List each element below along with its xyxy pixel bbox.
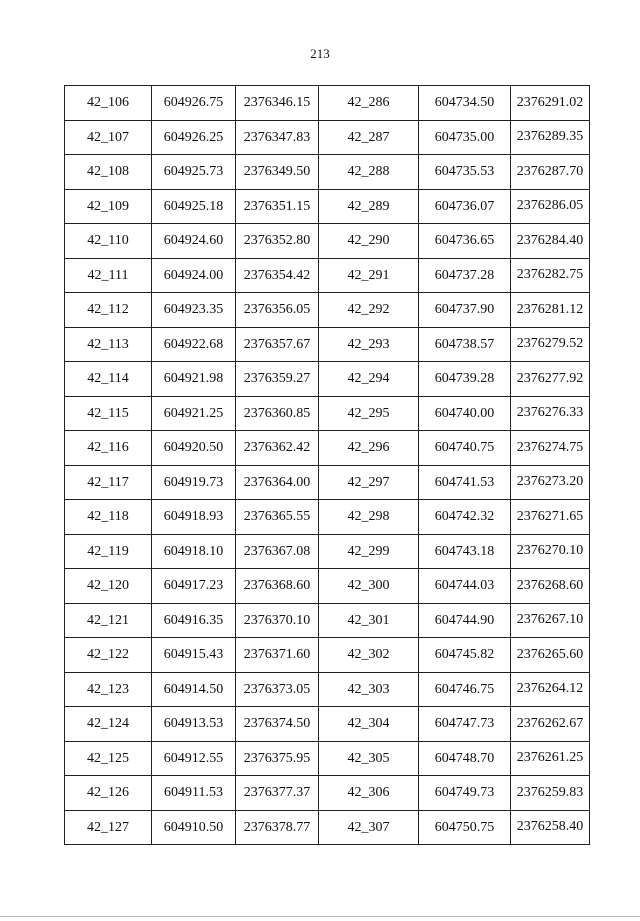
cell-x-coord-a: 604925.73	[152, 155, 236, 190]
table-row	[65, 120, 590, 155]
cell-x-coord-b: 604735.53	[419, 155, 511, 190]
table-row	[65, 776, 590, 811]
cell-x-coord-a: 604919.73	[152, 465, 236, 500]
cell-point-id-b: 42_286	[319, 86, 419, 121]
cell-point-id-a: 42_125	[65, 741, 152, 776]
cell-point-id-b: 42_289	[319, 189, 419, 224]
cell-point-id-b: 42_293	[319, 327, 419, 362]
cell-x-coord-a: 604926.25	[152, 120, 236, 155]
cell-point-id-b: 42_294	[319, 362, 419, 397]
cell-point-id-a: 42_118	[65, 500, 152, 535]
cell-x-coord-a: 604913.53	[152, 707, 236, 742]
cell-y-coord-b: 2376277.92	[511, 362, 590, 397]
cell-x-coord-a: 604923.35	[152, 293, 236, 328]
page-number: 213	[310, 46, 330, 61]
cell-point-id-a: 42_124	[65, 707, 152, 742]
coordinates-table	[64, 85, 590, 845]
cell-point-id-a: 42_114	[65, 362, 152, 397]
cell-y-coord-b: 2376274.75	[511, 431, 590, 466]
cell-x-coord-a: 604920.50	[152, 431, 236, 466]
cell-x-coord-a: 604921.25	[152, 396, 236, 431]
cell-point-id-b: 42_298	[319, 500, 419, 535]
cell-x-coord-b: 604749.73	[419, 776, 511, 811]
cell-y-coord-b: 2376286.05	[511, 189, 590, 224]
cell-y-coord-a: 2376365.55	[236, 500, 319, 535]
cell-point-id-b: 42_305	[319, 741, 419, 776]
cell-y-coord-b: 2376258.40	[511, 810, 590, 845]
table-row	[65, 293, 590, 328]
cell-x-coord-a: 604924.00	[152, 258, 236, 293]
cell-x-coord-a: 604925.18	[152, 189, 236, 224]
cell-point-id-b: 42_303	[319, 672, 419, 707]
cell-x-coord-a: 604910.50	[152, 810, 236, 845]
cell-x-coord-b: 604741.53	[419, 465, 511, 500]
cell-point-id-a: 42_115	[65, 396, 152, 431]
table-row	[65, 465, 590, 500]
cell-x-coord-a: 604912.55	[152, 741, 236, 776]
cell-y-coord-a: 2376368.60	[236, 569, 319, 604]
cell-point-id-a: 42_106	[65, 86, 152, 121]
cell-y-coord-a: 2376362.42	[236, 431, 319, 466]
cell-y-coord-a: 2376347.83	[236, 120, 319, 155]
table-row	[65, 741, 590, 776]
cell-point-id-b: 42_296	[319, 431, 419, 466]
cell-x-coord-b: 604736.07	[419, 189, 511, 224]
coordinates-table-body	[65, 86, 590, 845]
cell-y-coord-b: 2376271.65	[511, 500, 590, 535]
cell-y-coord-b: 2376259.83	[511, 776, 590, 811]
cell-point-id-a: 42_119	[65, 534, 152, 569]
cell-point-id-a: 42_126	[65, 776, 152, 811]
table-row	[65, 327, 590, 362]
cell-point-id-b: 42_302	[319, 638, 419, 673]
cell-x-coord-a: 604924.60	[152, 224, 236, 259]
table-row	[65, 569, 590, 604]
table-row	[65, 707, 590, 742]
cell-y-coord-b: 2376276.33	[511, 396, 590, 431]
cell-point-id-a: 42_123	[65, 672, 152, 707]
cell-x-coord-a: 604921.98	[152, 362, 236, 397]
cell-y-coord-a: 2376378.77	[236, 810, 319, 845]
cell-x-coord-b: 604747.73	[419, 707, 511, 742]
cell-x-coord-b: 604742.32	[419, 500, 511, 535]
cell-point-id-b: 42_301	[319, 603, 419, 638]
cell-point-id-b: 42_291	[319, 258, 419, 293]
cell-x-coord-b: 604740.75	[419, 431, 511, 466]
cell-point-id-a: 42_107	[65, 120, 152, 155]
cell-point-id-b: 42_297	[319, 465, 419, 500]
cell-y-coord-b: 2376262.67	[511, 707, 590, 742]
cell-point-id-b: 42_295	[319, 396, 419, 431]
cell-x-coord-b: 604746.75	[419, 672, 511, 707]
table-row	[65, 810, 590, 845]
table-row	[65, 638, 590, 673]
cell-y-coord-a: 2376373.05	[236, 672, 319, 707]
cell-x-coord-b: 604739.28	[419, 362, 511, 397]
cell-x-coord-b: 604738.57	[419, 327, 511, 362]
cell-y-coord-a: 2376351.15	[236, 189, 319, 224]
cell-y-coord-a: 2376375.95	[236, 741, 319, 776]
cell-y-coord-a: 2376346.15	[236, 86, 319, 121]
cell-point-id-b: 42_304	[319, 707, 419, 742]
cell-x-coord-a: 604911.53	[152, 776, 236, 811]
cell-x-coord-b: 604736.65	[419, 224, 511, 259]
cell-y-coord-b: 2376268.60	[511, 569, 590, 604]
cell-x-coord-a: 604915.43	[152, 638, 236, 673]
table-row	[65, 672, 590, 707]
cell-point-id-a: 42_120	[65, 569, 152, 604]
table-row	[65, 224, 590, 259]
table-row	[65, 155, 590, 190]
cell-x-coord-b: 604740.00	[419, 396, 511, 431]
cell-point-id-b: 42_287	[319, 120, 419, 155]
cell-x-coord-b: 604744.90	[419, 603, 511, 638]
cell-y-coord-b: 2376281.12	[511, 293, 590, 328]
cell-y-coord-a: 2376364.00	[236, 465, 319, 500]
cell-y-coord-b: 2376282.75	[511, 258, 590, 293]
cell-point-id-b: 42_299	[319, 534, 419, 569]
cell-x-coord-a: 604926.75	[152, 86, 236, 121]
cell-x-coord-b: 604737.28	[419, 258, 511, 293]
cell-y-coord-a: 2376359.27	[236, 362, 319, 397]
cell-y-coord-b: 2376273.20	[511, 465, 590, 500]
cell-y-coord-b: 2376279.52	[511, 327, 590, 362]
cell-point-id-a: 42_113	[65, 327, 152, 362]
cell-x-coord-b: 604734.50	[419, 86, 511, 121]
cell-y-coord-a: 2376356.05	[236, 293, 319, 328]
cell-point-id-a: 42_111	[65, 258, 152, 293]
cell-y-coord-b: 2376287.70	[511, 155, 590, 190]
cell-point-id-a: 42_121	[65, 603, 152, 638]
cell-x-coord-a: 604918.10	[152, 534, 236, 569]
table-row	[65, 396, 590, 431]
cell-point-id-a: 42_127	[65, 810, 152, 845]
cell-y-coord-b: 2376270.10	[511, 534, 590, 569]
cell-x-coord-b: 604750.75	[419, 810, 511, 845]
table-row	[65, 258, 590, 293]
table-row	[65, 603, 590, 638]
cell-y-coord-a: 2376352.80	[236, 224, 319, 259]
bottom-edge-line	[0, 916, 640, 917]
cell-y-coord-b: 2376265.60	[511, 638, 590, 673]
cell-x-coord-b: 604745.82	[419, 638, 511, 673]
table-row	[65, 362, 590, 397]
table-row	[65, 500, 590, 535]
cell-point-id-a: 42_112	[65, 293, 152, 328]
table-row	[65, 534, 590, 569]
cell-y-coord-a: 2376370.10	[236, 603, 319, 638]
cell-y-coord-b: 2376264.12	[511, 672, 590, 707]
cell-x-coord-a: 604922.68	[152, 327, 236, 362]
table-row	[65, 189, 590, 224]
table-row	[65, 86, 590, 121]
cell-y-coord-a: 2376360.85	[236, 396, 319, 431]
cell-y-coord-a: 2376354.42	[236, 258, 319, 293]
cell-y-coord-a: 2376367.08	[236, 534, 319, 569]
cell-point-id-b: 42_292	[319, 293, 419, 328]
cell-y-coord-a: 2376371.60	[236, 638, 319, 673]
cell-y-coord-b: 2376289.35	[511, 120, 590, 155]
cell-x-coord-a: 604918.93	[152, 500, 236, 535]
cell-x-coord-b: 604744.03	[419, 569, 511, 604]
cell-y-coord-a: 2376374.50	[236, 707, 319, 742]
cell-y-coord-b: 2376284.40	[511, 224, 590, 259]
cell-y-coord-a: 2376377.37	[236, 776, 319, 811]
cell-x-coord-a: 604916.35	[152, 603, 236, 638]
cell-point-id-b: 42_306	[319, 776, 419, 811]
cell-x-coord-a: 604914.50	[152, 672, 236, 707]
cell-x-coord-b: 604748.70	[419, 741, 511, 776]
cell-y-coord-b: 2376267.10	[511, 603, 590, 638]
cell-point-id-a: 42_117	[65, 465, 152, 500]
cell-point-id-b: 42_290	[319, 224, 419, 259]
cell-y-coord-b: 2376261.25	[511, 741, 590, 776]
cell-x-coord-b: 604735.00	[419, 120, 511, 155]
cell-x-coord-a: 604917.23	[152, 569, 236, 604]
cell-y-coord-a: 2376357.67	[236, 327, 319, 362]
cell-point-id-a: 42_110	[65, 224, 152, 259]
cell-point-id-b: 42_300	[319, 569, 419, 604]
table-row	[65, 431, 590, 466]
cell-point-id-a: 42_108	[65, 155, 152, 190]
cell-x-coord-b: 604737.90	[419, 293, 511, 328]
cell-y-coord-a: 2376349.50	[236, 155, 319, 190]
cell-y-coord-b: 2376291.02	[511, 86, 590, 121]
cell-point-id-a: 42_109	[65, 189, 152, 224]
cell-x-coord-b: 604743.18	[419, 534, 511, 569]
cell-point-id-a: 42_116	[65, 431, 152, 466]
cell-point-id-b: 42_307	[319, 810, 419, 845]
cell-point-id-a: 42_122	[65, 638, 152, 673]
cell-point-id-b: 42_288	[319, 155, 419, 190]
